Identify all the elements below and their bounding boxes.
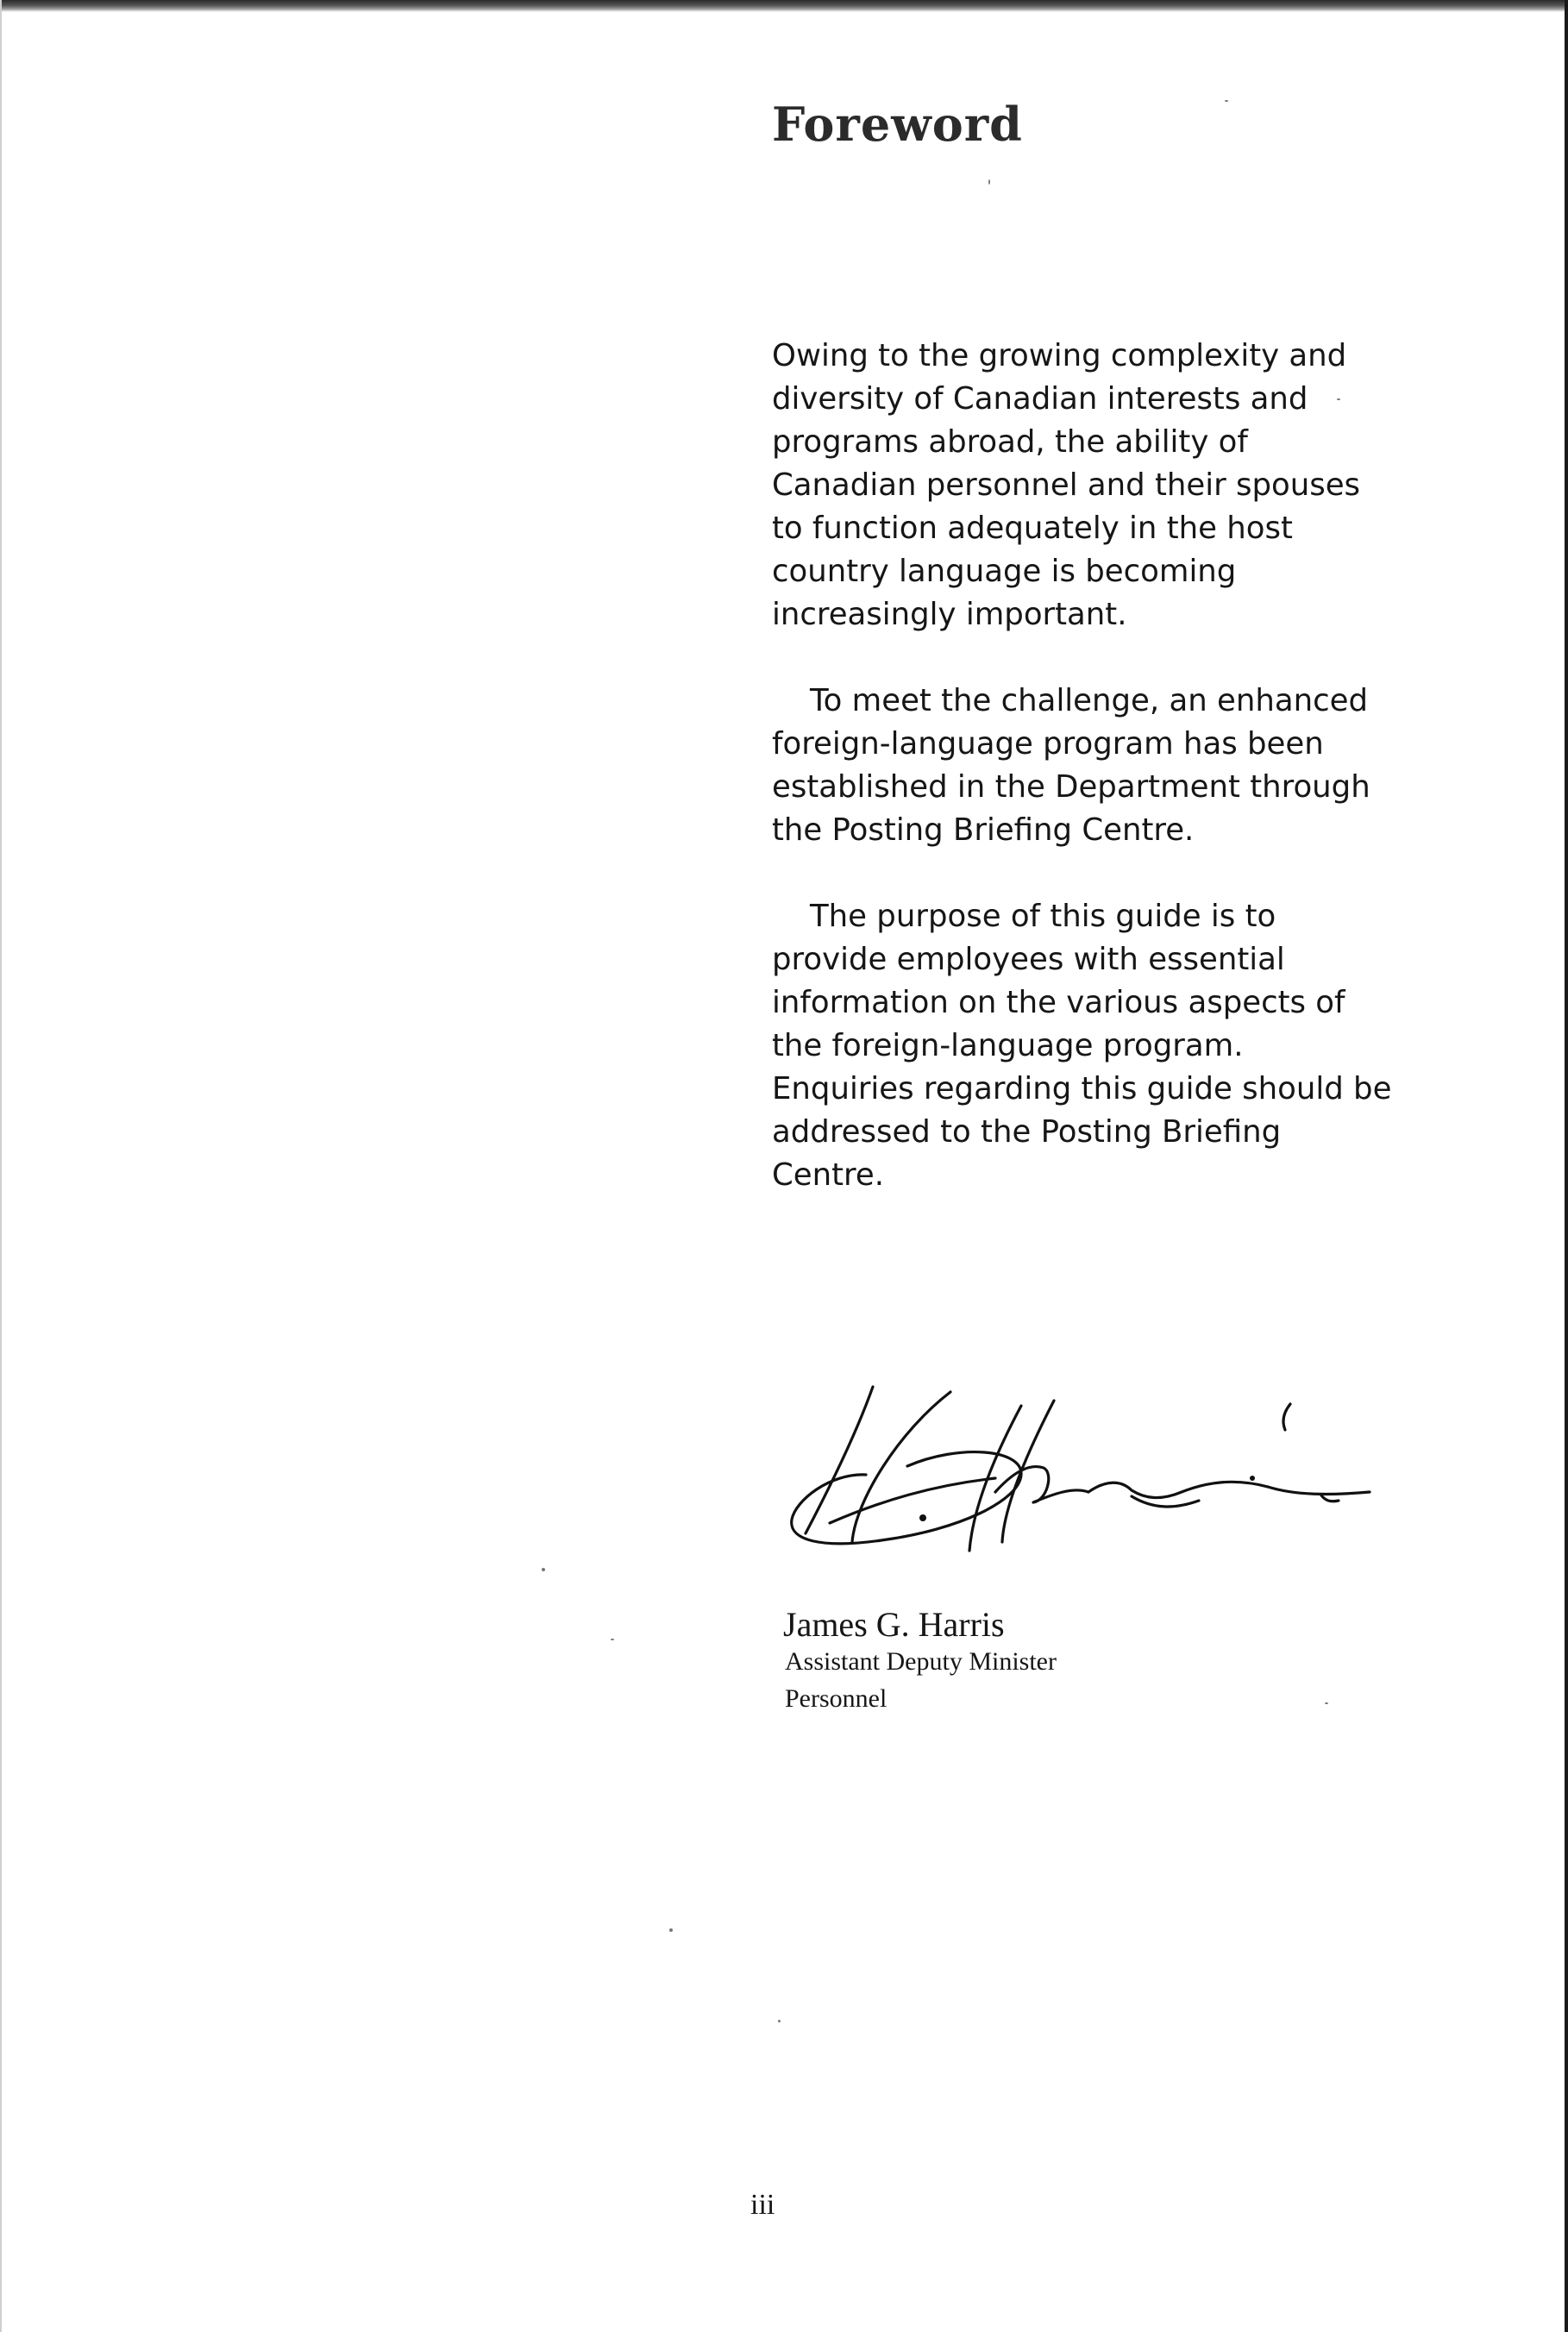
scan-speck bbox=[669, 1928, 673, 1932]
scan-speck bbox=[988, 179, 990, 185]
scan-speck bbox=[1325, 1702, 1328, 1704]
page-number: iii bbox=[750, 2189, 775, 2221]
page-heading: Foreword bbox=[772, 97, 1023, 152]
scan-speck bbox=[1337, 398, 1340, 400]
scan-speck bbox=[1225, 100, 1228, 102]
scan-top-edge bbox=[2, 0, 1565, 12]
foreword-body bbox=[772, 335, 1393, 1240]
paragraph-3: The purpose of this guide is to provide employees with essential information on the various aspects of the foreign-language program. Enquiries regarding this guide should be addressed to the Posting Briefing Centre. bbox=[772, 899, 1392, 1193]
signatory-name: James G. Harris bbox=[783, 1605, 1005, 1644]
signatory-department: Personnel bbox=[785, 1684, 887, 1713]
signatory-title: Assistant Deputy Minister bbox=[785, 1647, 1057, 1676]
paragraph-2: To meet the challenge, an enhanced foreign-language program has been established in the Department through the Posting Briefing Centre. bbox=[772, 683, 1370, 848]
scan-speck bbox=[542, 1568, 545, 1571]
scan-speck bbox=[778, 2020, 781, 2022]
scan-speck bbox=[611, 1639, 614, 1640]
signature-mark bbox=[769, 1371, 1390, 1570]
paragraph-1: Owing to the growing complexity and diversity of Canadian interests and programs abroad, the ability of Canadian personnel and their spouses to function adequately in the host country language is becoming increasingly important. bbox=[772, 338, 1361, 632]
